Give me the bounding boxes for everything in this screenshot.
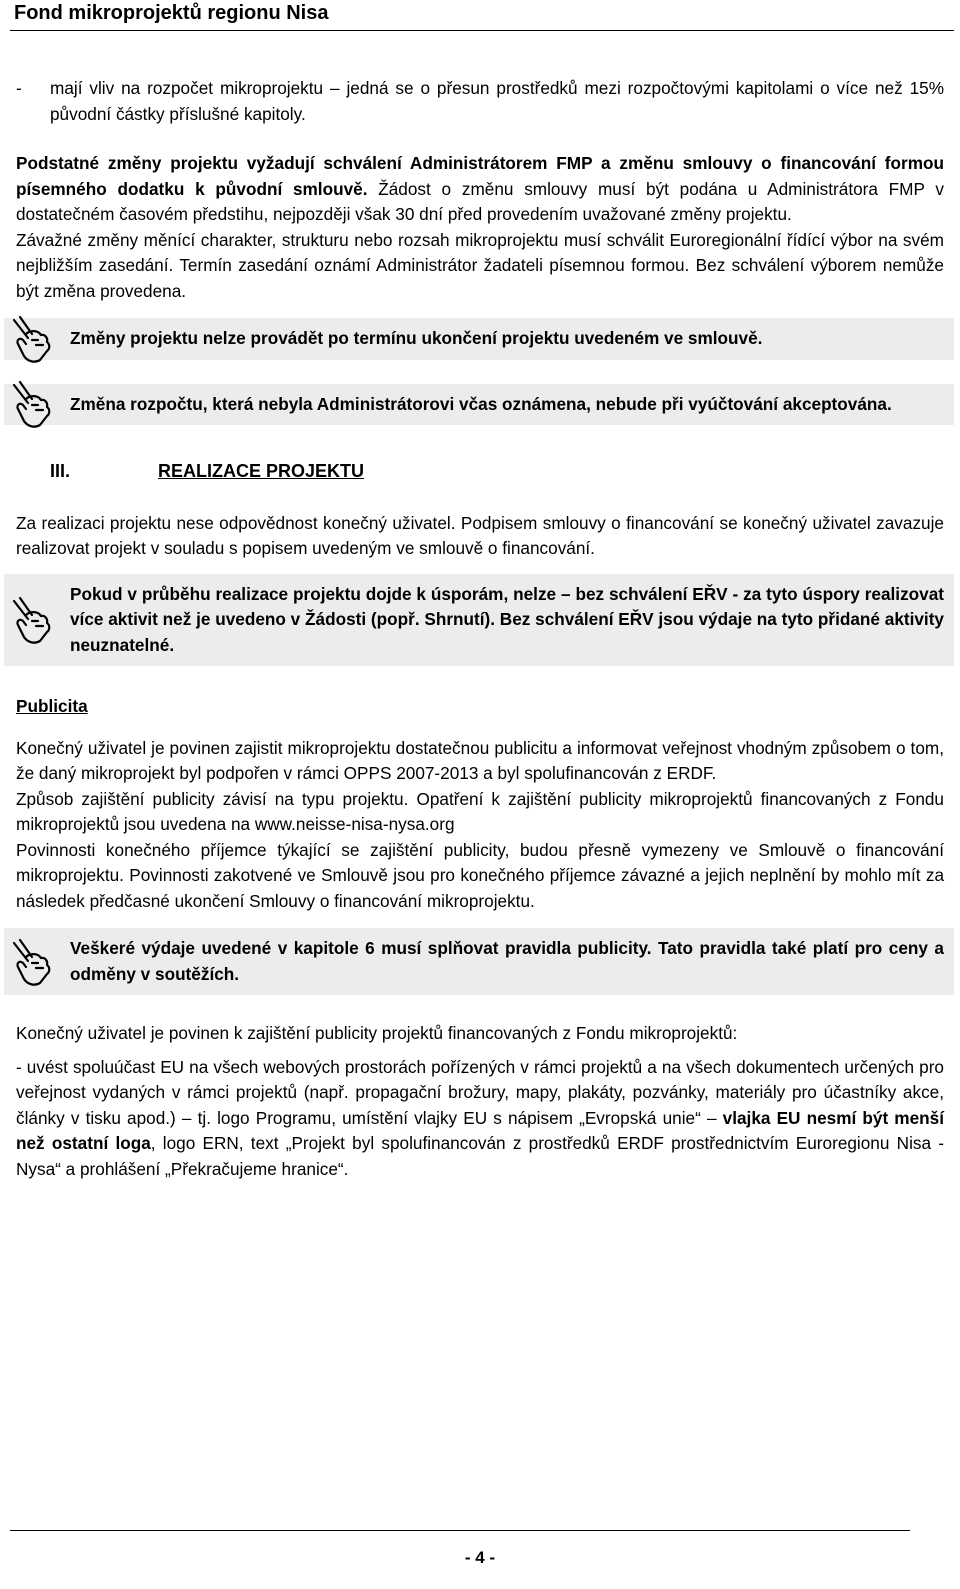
paragraph-major-changes: Závažné změny měnící charakter, strukturu nebo rozsah mikroprojektu musí schválit Euroregionální řídící výbor na svém nejbližším zasedání. Termín zasedání oznámí Administrátor žadateli písemnou formou. Bez schválení výborem nemůže být změna provedena.	[16, 229, 944, 301]
note-box	[4, 574, 954, 667]
note-text: Změny projektu nelze provádět po termínu ukončení projektu uvedeném ve smlouvě.	[70, 328, 763, 348]
publicity-heading: Publicita	[16, 696, 88, 716]
paragraph-bold-part: vlajka EU nesmí být menší než ostatní loga	[16, 1107, 944, 1153]
paragraph-bold-part: Podstatné změny projektu vyžadují schválení Administrátorem FMP a změnu smlouvy o financování formou písemného dodatku k původní smlouvě.	[16, 153, 944, 199]
footer-rule	[10, 1530, 910, 1531]
page-header-title: Fond mikroprojektů regionu Nisa	[14, 2, 329, 24]
paragraph-text-part: , logo ERN, text „Projekt byl spolufinancován z prostředků ERDF prostřednictvím Euroregionu Nisa - Nysa“ a prohlášení „Překračujeme hranice“.	[16, 1133, 944, 1179]
paragraph-normal-part: Žádost o změnu smlouvy musí být podána u Administrátora FMP v dostatečném časovém předstihu, nejpozději však 30 dní před provedením uvažované změny projektu.	[16, 178, 945, 224]
note-box	[4, 318, 954, 360]
list-item	[16, 76, 944, 127]
list-dash: -	[16, 78, 22, 98]
note-text: Pokud v průběhu realizace projektu dojde k úsporám, nelze – bez schválení EŘV - za tyto úspory realizovat více aktivit než je uvedeno v Žádosti (popř. Shrnutí). Bez schválení EŘV jsou výdaje na tyto přidané aktivity neuznatelné.	[70, 583, 944, 655]
header-rule	[10, 30, 954, 31]
pointing-hand-icon	[10, 595, 54, 645]
paragraph-changes	[16, 151, 944, 228]
pointing-hand-icon	[10, 314, 54, 364]
paragraph-publicity-method: Způsob zajištění publicity závisí na typu projektu. Opatření k zajištění publicity mikroprojektů financovaných z Fondu mikroprojektů jsou uvedena na www.neisse-nisa-nysa.org	[16, 788, 944, 834]
paragraph-publicity-duty: Konečný uživatel je povinen zajistit mikroprojektu dostatečnou publicitu a informovat veřejnost vhodným způsobem o tom, že daný mikroprojekt byl podpořen v rámci OPPS 2007-2013 a byl spolufinancován z ERDF.	[16, 737, 944, 783]
section-heading	[16, 459, 944, 485]
paragraph-publicity-obligations: Povinnosti konečného příjemce týkající se zajištění publicity, budou přesně vymezeny ve Smlouvě o financování mikroprojektu. Povinnosti zakotvené ve Smlouvě jsou pro konečného příjemce závazné a jejich neplnění by mohlo mít za následek předčasné ukončení Smlouvy o financování mikroprojektu.	[16, 839, 944, 911]
pointing-hand-icon	[10, 379, 54, 429]
paragraph-implementation: Za realizaci projektu nese odpovědnost konečný uživatel. Podpisem smlouvy o financování se konečný uživatel zavazuje realizovat projekt v souladu s popisem uvedeným ve smlouvě o financování.	[16, 512, 944, 558]
paragraph-text-part: - uvést spoluúčast EU na všech webových prostorách pořízených v rámci projektů a na všech dokumentech určených pro veřejnost vydaných v rámci projektů (např. propagační brožury, mapy, plakáty, pozvánky, materiály pro účastníky akce, články v tisku apod.) – tj. logo Programu, umístění vlajky EU s nápisem „Evropská unie“ –	[16, 1056, 944, 1128]
note-text: Veškeré výdaje uvedené v kapitole 6 musí splňovat pravidla publicity. Tato pravidla také platí pro ceny a odměny v soutěžích.	[70, 938, 944, 984]
note-box	[4, 928, 954, 995]
note-box	[4, 384, 954, 426]
pointing-hand-icon	[10, 937, 54, 987]
paragraph-publicity-requirement: Konečný uživatel je povinen k zajištění publicity projektů financovaných z Fondu mikroprojektů:	[16, 1023, 738, 1043]
section-title: REALIZACE PROJEKTU	[158, 461, 365, 481]
document-body	[16, 76, 944, 1182]
page-number: - 4 -	[464, 1548, 496, 1567]
note-text: Změna rozpočtu, která nebyla Administrátorovi včas oznámena, nebude při vyúčtování akceptována.	[70, 393, 892, 414]
list-item-text: mají vliv na rozpočet mikroprojektu – jedná se o přesun prostředků mezi rozpočtovými kapitolami o více než 15% původní částky příslušné kapitoly.	[50, 78, 944, 124]
paragraph-eu-logo	[16, 1055, 944, 1183]
section-number: III.	[50, 461, 71, 481]
